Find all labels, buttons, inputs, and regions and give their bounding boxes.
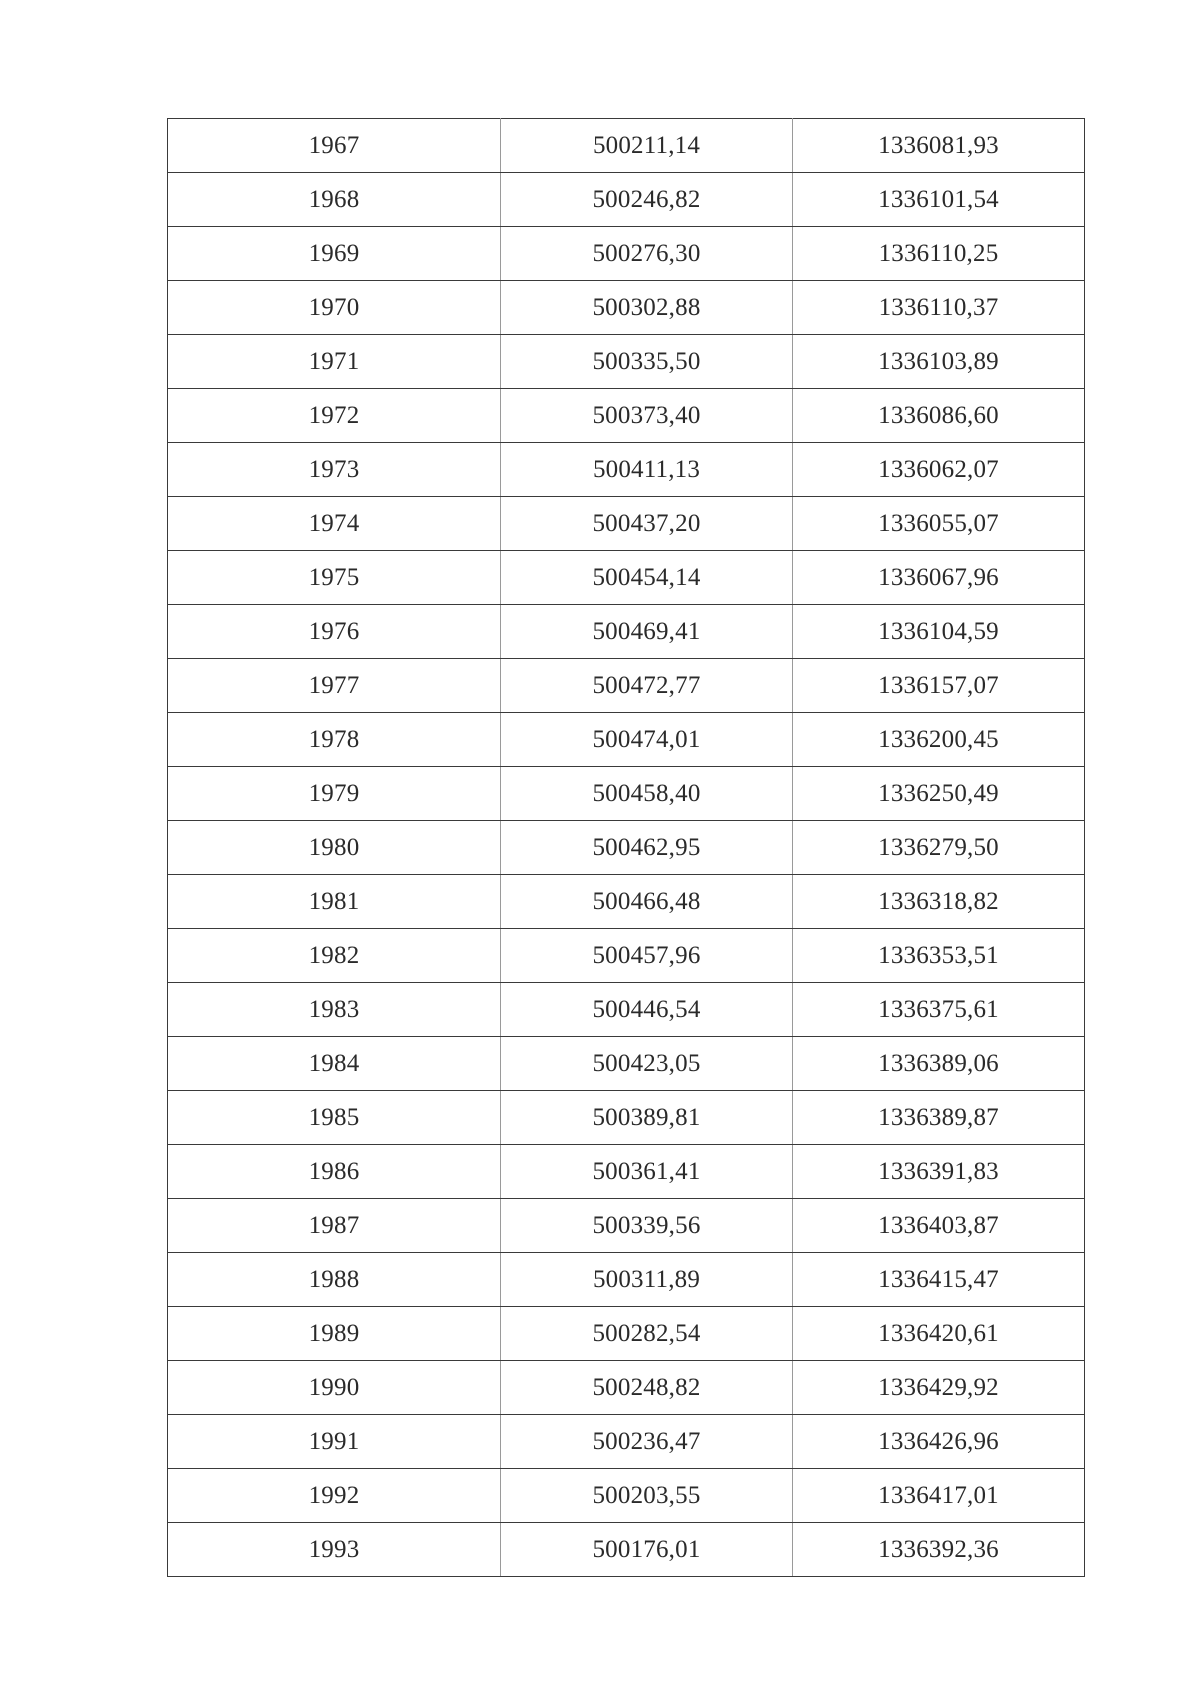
y-coordinate-cell: 1336101,54 bbox=[793, 173, 1085, 227]
x-coordinate-cell: 500248,82 bbox=[501, 1361, 793, 1415]
point-number-cell: 1981 bbox=[168, 875, 501, 929]
point-number-cell: 1993 bbox=[168, 1523, 501, 1577]
y-coordinate-cell: 1336110,25 bbox=[793, 227, 1085, 281]
y-coordinate-cell: 1336415,47 bbox=[793, 1253, 1085, 1307]
point-number-cell: 1971 bbox=[168, 335, 501, 389]
x-coordinate-cell: 500466,48 bbox=[501, 875, 793, 929]
table-row bbox=[168, 1469, 1085, 1523]
x-coordinate-cell: 500423,05 bbox=[501, 1037, 793, 1091]
x-coordinate-cell: 500373,40 bbox=[501, 389, 793, 443]
table-row bbox=[168, 443, 1085, 497]
table-row bbox=[168, 875, 1085, 929]
table-row bbox=[168, 119, 1085, 173]
y-coordinate-cell: 1336110,37 bbox=[793, 281, 1085, 335]
point-number-cell: 1979 bbox=[168, 767, 501, 821]
y-coordinate-cell: 1336279,50 bbox=[793, 821, 1085, 875]
x-coordinate-cell: 500458,40 bbox=[501, 767, 793, 821]
y-coordinate-cell: 1336417,01 bbox=[793, 1469, 1085, 1523]
x-coordinate-cell: 500437,20 bbox=[501, 497, 793, 551]
table-row bbox=[168, 1145, 1085, 1199]
point-number-cell: 1968 bbox=[168, 173, 501, 227]
table-row bbox=[168, 1037, 1085, 1091]
table-row bbox=[168, 605, 1085, 659]
table-row bbox=[168, 1199, 1085, 1253]
x-coordinate-cell: 500246,82 bbox=[501, 173, 793, 227]
y-coordinate-cell: 1336389,87 bbox=[793, 1091, 1085, 1145]
table-row bbox=[168, 497, 1085, 551]
point-number-cell: 1974 bbox=[168, 497, 501, 551]
x-coordinate-cell: 500457,96 bbox=[501, 929, 793, 983]
x-coordinate-cell: 500203,55 bbox=[501, 1469, 793, 1523]
table-row bbox=[168, 1415, 1085, 1469]
y-coordinate-cell: 1336081,93 bbox=[793, 119, 1085, 173]
y-coordinate-cell: 1336062,07 bbox=[793, 443, 1085, 497]
point-number-cell: 1986 bbox=[168, 1145, 501, 1199]
table-row bbox=[168, 173, 1085, 227]
coordinates-table-body bbox=[168, 119, 1085, 1577]
point-number-cell: 1977 bbox=[168, 659, 501, 713]
y-coordinate-cell: 1336403,87 bbox=[793, 1199, 1085, 1253]
y-coordinate-cell: 1336104,59 bbox=[793, 605, 1085, 659]
x-coordinate-cell: 500276,30 bbox=[501, 227, 793, 281]
point-number-cell: 1991 bbox=[168, 1415, 501, 1469]
y-coordinate-cell: 1336318,82 bbox=[793, 875, 1085, 929]
point-number-cell: 1975 bbox=[168, 551, 501, 605]
y-coordinate-cell: 1336250,49 bbox=[793, 767, 1085, 821]
point-number-cell: 1969 bbox=[168, 227, 501, 281]
x-coordinate-cell: 500472,77 bbox=[501, 659, 793, 713]
table-row bbox=[168, 929, 1085, 983]
table-row bbox=[168, 1361, 1085, 1415]
point-number-cell: 1992 bbox=[168, 1469, 501, 1523]
point-number-cell: 1978 bbox=[168, 713, 501, 767]
y-coordinate-cell: 1336103,89 bbox=[793, 335, 1085, 389]
table-row bbox=[168, 659, 1085, 713]
x-coordinate-cell: 500176,01 bbox=[501, 1523, 793, 1577]
coordinates-table bbox=[167, 118, 1085, 1577]
y-coordinate-cell: 1336375,61 bbox=[793, 983, 1085, 1037]
point-number-cell: 1972 bbox=[168, 389, 501, 443]
x-coordinate-cell: 500462,95 bbox=[501, 821, 793, 875]
x-coordinate-cell: 500335,50 bbox=[501, 335, 793, 389]
x-coordinate-cell: 500469,41 bbox=[501, 605, 793, 659]
table-row bbox=[168, 821, 1085, 875]
point-number-cell: 1985 bbox=[168, 1091, 501, 1145]
y-coordinate-cell: 1336426,96 bbox=[793, 1415, 1085, 1469]
y-coordinate-cell: 1336055,07 bbox=[793, 497, 1085, 551]
table-row bbox=[168, 1307, 1085, 1361]
y-coordinate-cell: 1336200,45 bbox=[793, 713, 1085, 767]
y-coordinate-cell: 1336067,96 bbox=[793, 551, 1085, 605]
table-row bbox=[168, 335, 1085, 389]
point-number-cell: 1983 bbox=[168, 983, 501, 1037]
point-number-cell: 1987 bbox=[168, 1199, 501, 1253]
y-coordinate-cell: 1336392,36 bbox=[793, 1523, 1085, 1577]
x-coordinate-cell: 500454,14 bbox=[501, 551, 793, 605]
x-coordinate-cell: 500236,47 bbox=[501, 1415, 793, 1469]
table-row bbox=[168, 713, 1085, 767]
table-row bbox=[168, 389, 1085, 443]
table-row bbox=[168, 767, 1085, 821]
y-coordinate-cell: 1336389,06 bbox=[793, 1037, 1085, 1091]
table-row bbox=[168, 1253, 1085, 1307]
x-coordinate-cell: 500339,56 bbox=[501, 1199, 793, 1253]
x-coordinate-cell: 500361,41 bbox=[501, 1145, 793, 1199]
y-coordinate-cell: 1336420,61 bbox=[793, 1307, 1085, 1361]
point-number-cell: 1988 bbox=[168, 1253, 501, 1307]
x-coordinate-cell: 500446,54 bbox=[501, 983, 793, 1037]
x-coordinate-cell: 500311,89 bbox=[501, 1253, 793, 1307]
point-number-cell: 1982 bbox=[168, 929, 501, 983]
x-coordinate-cell: 500389,81 bbox=[501, 1091, 793, 1145]
table-row bbox=[168, 983, 1085, 1037]
point-number-cell: 1984 bbox=[168, 1037, 501, 1091]
point-number-cell: 1980 bbox=[168, 821, 501, 875]
x-coordinate-cell: 500302,88 bbox=[501, 281, 793, 335]
y-coordinate-cell: 1336391,83 bbox=[793, 1145, 1085, 1199]
table-row bbox=[168, 227, 1085, 281]
y-coordinate-cell: 1336353,51 bbox=[793, 929, 1085, 983]
x-coordinate-cell: 500411,13 bbox=[501, 443, 793, 497]
point-number-cell: 1989 bbox=[168, 1307, 501, 1361]
point-number-cell: 1973 bbox=[168, 443, 501, 497]
point-number-cell: 1967 bbox=[168, 119, 501, 173]
x-coordinate-cell: 500282,54 bbox=[501, 1307, 793, 1361]
table-row bbox=[168, 1091, 1085, 1145]
table-row bbox=[168, 281, 1085, 335]
y-coordinate-cell: 1336086,60 bbox=[793, 389, 1085, 443]
x-coordinate-cell: 500474,01 bbox=[501, 713, 793, 767]
y-coordinate-cell: 1336429,92 bbox=[793, 1361, 1085, 1415]
y-coordinate-cell: 1336157,07 bbox=[793, 659, 1085, 713]
point-number-cell: 1970 bbox=[168, 281, 501, 335]
table-row bbox=[168, 1523, 1085, 1577]
point-number-cell: 1976 bbox=[168, 605, 501, 659]
table-row bbox=[168, 551, 1085, 605]
x-coordinate-cell: 500211,14 bbox=[501, 119, 793, 173]
point-number-cell: 1990 bbox=[168, 1361, 501, 1415]
